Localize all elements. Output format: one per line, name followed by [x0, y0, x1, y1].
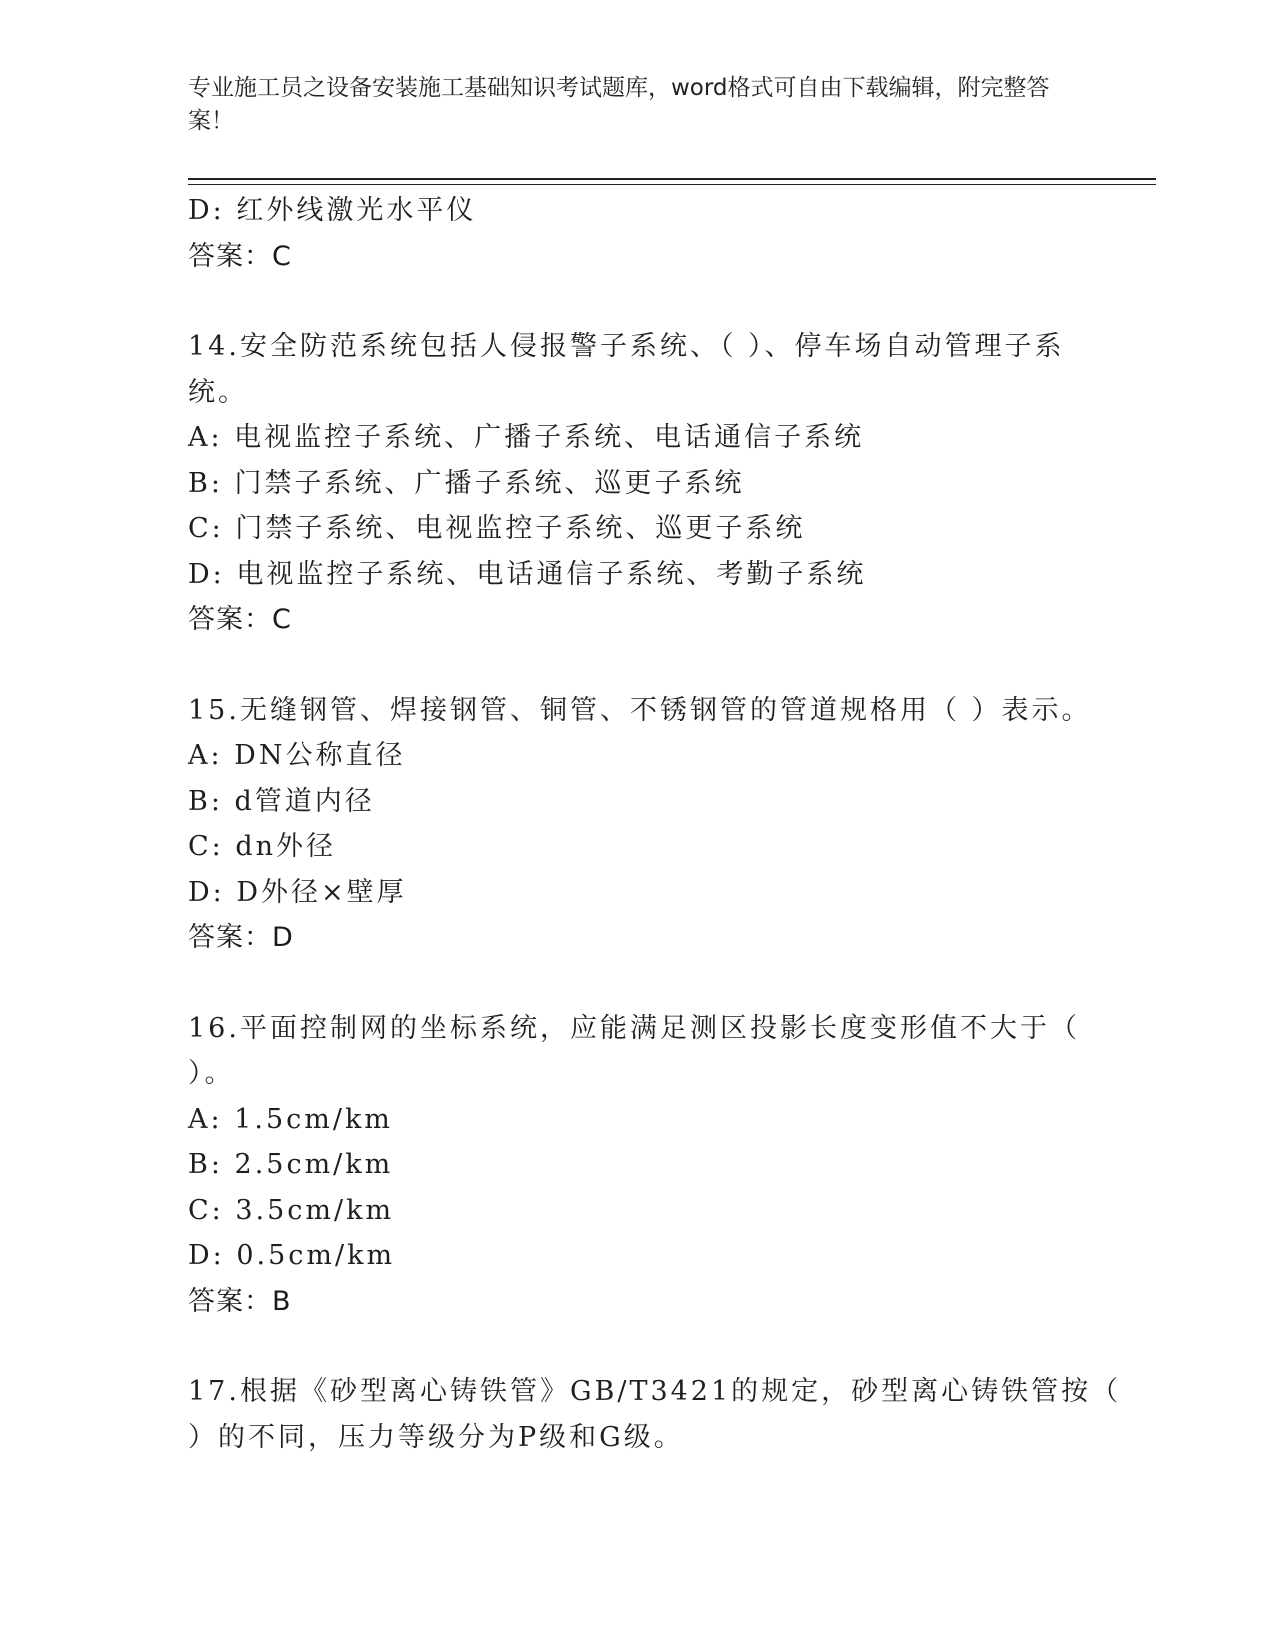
option-a: A: DN公称直径	[188, 740, 406, 771]
header-divider-thin	[188, 184, 1156, 185]
question-15	[188, 688, 1092, 961]
question-stem: 15.无缝钢管、焊接钢管、铜管、不锈钢管的管道规格用（ ）表示。	[188, 694, 1092, 726]
option-d: D: 电视监控子系统、电话通信子系统、考勤子系统	[188, 558, 867, 590]
question-16	[188, 1006, 1080, 1325]
option-a: A: 1.5cm/km	[188, 1103, 393, 1135]
option-b: B: 门禁子系统、广播子系统、巡更子系统	[188, 467, 745, 499]
document-header: 专业施工员之设备安装施工基础知识考试题库，word格式可自由下载编辑，附完整答案！	[188, 75, 1050, 134]
answer: 答案：D	[188, 922, 294, 953]
option-a: A: 电视监控子系统、广播子系统、电话通信子系统	[188, 422, 865, 453]
option-c: C: 门禁子系统、电视监控子系统、巡更子系统	[188, 513, 806, 544]
question-stem: 14.安全防范系统包括人侵报警子系统、（ ）、停车场自动管理子系	[188, 331, 1065, 362]
spacer	[188, 961, 1068, 1006]
option-d: D: 红外线激光水平仪	[188, 195, 477, 226]
option-b: B: d管道内径	[188, 785, 375, 817]
answer: 答案：B	[188, 1285, 292, 1317]
option-c: C: dn外径	[188, 831, 337, 862]
question-17	[188, 1369, 1122, 1460]
option-c: C: 3.5cm/km	[188, 1194, 395, 1226]
option-d: D: D外径×壁厚	[188, 876, 407, 908]
question-stem-continued: ）。	[188, 1058, 235, 1089]
question-13-tail	[188, 188, 1068, 279]
question-list	[188, 188, 1122, 1460]
option-d: D: 0.5cm/km	[188, 1240, 396, 1271]
option-b: B: 2.5cm/km	[188, 1149, 394, 1180]
question-14	[188, 324, 1068, 643]
answer: 答案：C	[188, 240, 292, 272]
spacer	[188, 1324, 1068, 1369]
question-stem: 17.根据《砂型离心铸铁管》GB/T3421的规定，砂型离心铸铁管按（	[188, 1376, 1122, 1407]
spacer	[188, 643, 1068, 688]
header-divider-thick	[188, 178, 1156, 180]
spacer	[188, 279, 1068, 324]
question-stem: 16.平面控制网的坐标系统，应能满足测区投影长度变形值不大于（	[188, 1012, 1080, 1044]
question-stem-continued: ）的不同，压力等级分为P级和G级。	[188, 1421, 684, 1453]
question-stem-continued: 统。	[188, 376, 248, 408]
answer: 答案：C	[188, 604, 292, 635]
